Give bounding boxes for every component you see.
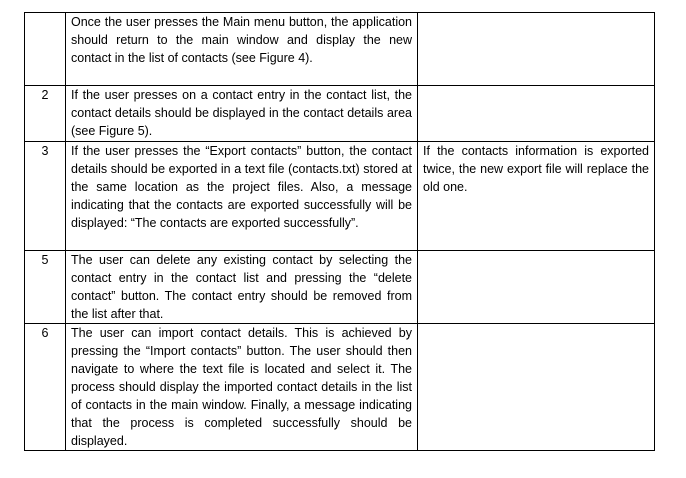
row-number: 2 [25, 86, 66, 142]
row-note [418, 13, 655, 86]
row-number: 3 [25, 142, 66, 251]
row-number [25, 13, 66, 86]
table-row [25, 86, 655, 142]
row-note [418, 86, 655, 142]
table-row [25, 142, 655, 251]
row-number: 6 [25, 324, 66, 451]
row-description: The user can import contact details. This is achieved by pressing the “Import contacts” button. The user should then navigate to where the text file is located and select it. The process should display the imported contact details in the list of contacts in the main window. Finally, a message indicating that the process is completed successfully should be displayed. [66, 324, 418, 451]
table-row [25, 13, 655, 86]
table-row [25, 324, 655, 451]
row-description: Once the user presses the Main menu button, the application should return to the main window and display the new contact in the list of contacts (see Figure 4). [66, 13, 418, 86]
requirements-table [24, 12, 655, 451]
row-number: 5 [25, 251, 66, 324]
row-note [418, 324, 655, 451]
table-row [25, 251, 655, 324]
row-description: The user can delete any existing contact by selecting the contact entry in the contact list and pressing the “delete contact” button. The contact entry should be removed from the list after that. [66, 251, 418, 324]
row-note: If the contacts information is exported twice, the new export file will replace the old one. [418, 142, 655, 251]
row-description: If the user presses the “Export contacts” button, the contact details should be exported in a text file (contacts.txt) stored at the same location as the project files. Also, a message indicating that the contacts are exported successfully will be displayed: “The contacts are exported successfully”. [66, 142, 418, 251]
row-description: If the user presses on a contact entry in the contact list, the contact details should be displayed in the contact details area (see Figure 5). [66, 86, 418, 142]
row-note [418, 251, 655, 324]
